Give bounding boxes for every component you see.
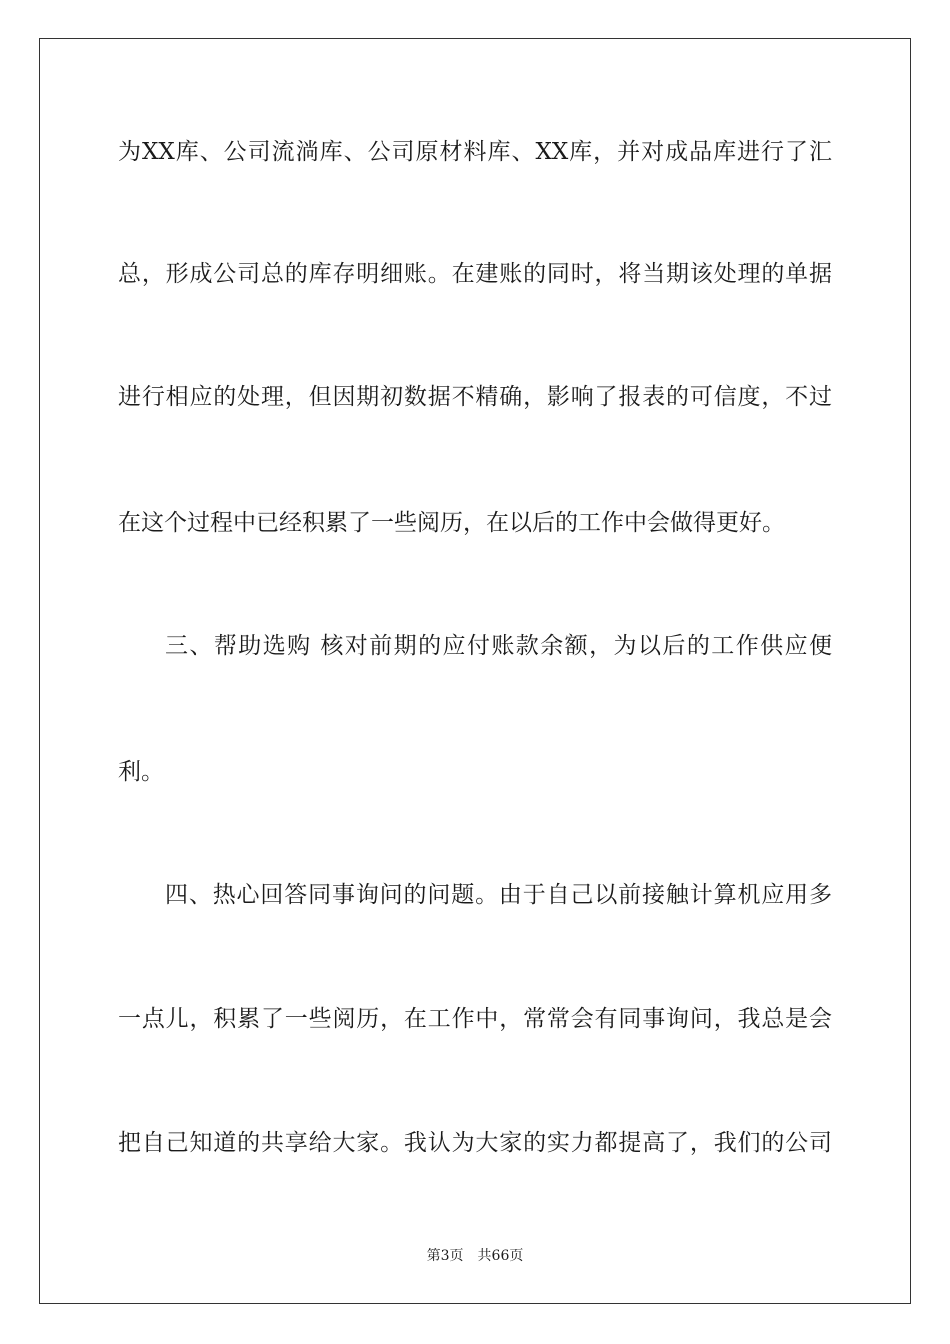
text-line-paragraph-start: 四、热心回答同事询问的问题。由于自己以前接触计算机应用多: [165, 882, 832, 908]
total-pages: 共66页: [477, 1248, 524, 1264]
text-line: 利。: [118, 759, 164, 785]
text-line-paragraph-start: 三、帮助选购 核对前期的应付账款余额，为以后的工作供应便: [165, 633, 832, 659]
page-number: 第3页: [426, 1248, 464, 1264]
text-line: 进行相应的处理，但因期初数据不精确，影响了报表的可信度，不过: [118, 384, 832, 410]
text-line: 为XX库、公司流淌库、公司原材料库、XX库，并对成品库进行了汇: [118, 139, 832, 165]
text-line: 在这个过程中已经积累了一些阅历，在以后的工作中会做得更好。: [118, 510, 785, 536]
text-line: 总，形成公司总的库存明细账。在建账的同时，将当期该处理的单据: [118, 261, 832, 287]
text-line: 把自己知道的共享给大家。我认为大家的实力都提高了，我们的公司: [118, 1130, 832, 1156]
text-line: 一点儿，积累了一些阅历，在工作中，常常会有同事询问，我总是会: [118, 1006, 832, 1032]
page-footer: [0, 1247, 950, 1265]
page-border: [39, 38, 911, 1304]
